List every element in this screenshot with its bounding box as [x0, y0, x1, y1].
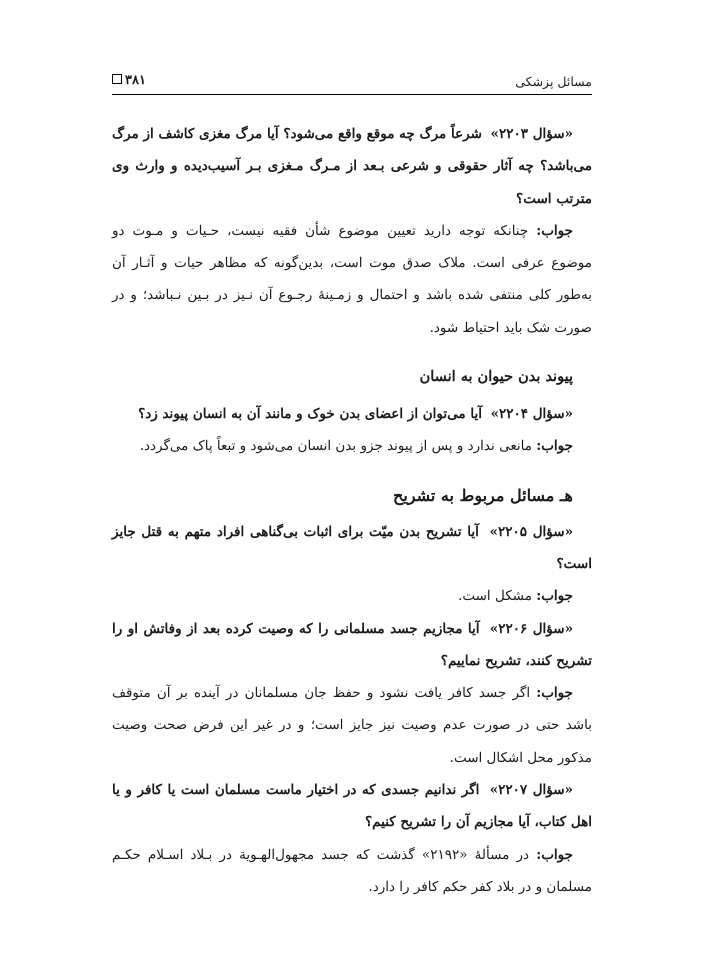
page-body [112, 118, 592, 903]
question-number: «سؤال ۲۲۰۶» [489, 620, 574, 637]
question-number: «سؤال ۲۲۰۵» [489, 523, 574, 540]
subheading-animal-transplant: پیوند بدن حیوان به انسان [419, 368, 573, 386]
question-number: «سؤال ۲۲۰۷» [489, 782, 573, 799]
question-2206 [112, 613, 592, 678]
answer-label: جواب: [536, 685, 573, 702]
answer-2206 [112, 677, 592, 774]
answer-text: اگر جسد کافر یافت نشود و حفظ جان مسلمانان در آینده بر آن متوقف باشد حتی در صورت عدم وصیت نیز جایز است؛ و در غیر این فرض صحت وصیت مذکور محل اشکال است. [112, 685, 592, 766]
page-number: ۳۸۱ [125, 73, 146, 88]
answer-text: مانعی ندارد و پس از پیوند جزو بدن انسان می‌شود و تبعاً پاک می‌گردد. [139, 438, 532, 455]
question-2207 [112, 774, 592, 839]
answer-2207 [112, 839, 592, 904]
square-icon [112, 74, 122, 84]
page-header [112, 70, 592, 95]
question-text: اگر ندانیم جسدی که در اختیار ماست مسلمان است یا کافر و یا اهل کتاب، آیا مجازیم آن را تشریح کنیم؟ [112, 782, 592, 831]
answer-2204 [112, 430, 592, 462]
answer-label: جواب: [536, 846, 573, 863]
answer-2203 [112, 215, 592, 344]
question-number: «سؤال ۲۲۰۳» [490, 126, 573, 142]
question-text: آیا مجازیم جسد مسلمانی را که وصیت کرده بعد از وفاتش او را تشریح کنند، تشریح نماییم؟ [112, 620, 592, 669]
answer-text: در مسألهٔ «۲۱۹۲» گذشت که جسد مجهول‌الهـویة در بـلاد اسـلام حکـم مسلمان و در بلاد کفر حکم کافر را دارد. [112, 846, 592, 895]
answer-text: چنانکه توجه دارید تعیین موضوع شأن فقیه نیست، حـیات و مـوت دو موضوع عرفی است. ملاک صدق موت است، بدین‌گونه که مظاهر حیات و آثـار آن به‌طور کلی منتفی شده باشد و احتمال و زمـینهٔ رجـوع آن نـیز در بـین نـباشد؛ و در صورت شک باید احتیاط شود. [112, 222, 592, 336]
running-title: مسائل پزشکی [515, 74, 592, 89]
question-text: آیا می‌توان از اعضای بدن خوک و مانند آن به انسان پیوند زد؟ [138, 406, 482, 423]
answer-text: مشکل است. [458, 588, 532, 605]
answer-label: جواب: [536, 222, 573, 239]
page-number-group [112, 73, 146, 88]
answer-label: جواب: [536, 438, 573, 455]
question-2203 [112, 118, 592, 215]
question-2204 [112, 398, 592, 430]
section-heading-dissection: هـ مسائل مربوط به تشریح [393, 485, 573, 505]
answer-2205 [112, 580, 592, 612]
question-text: آیا تشریح بدن میّت برای اثبات بی‌گناهی افراد متهم به قتل جایز است؟ [112, 523, 592, 572]
answer-label: جواب: [536, 588, 573, 605]
question-2205 [112, 516, 592, 581]
question-text: شرعاً مرگ چه موقع واقع می‌شود؟ آیا مرگ مغزی کاشف از مرگ می‌باشد؟ چه آثار حقوقی و شرعی بـعد از مـرگ مـغزی بـر آسیب‌دیده و وارث وی مترتب است؟ [112, 126, 592, 207]
question-number: «سؤال ۲۲۰۴» [490, 406, 573, 423]
